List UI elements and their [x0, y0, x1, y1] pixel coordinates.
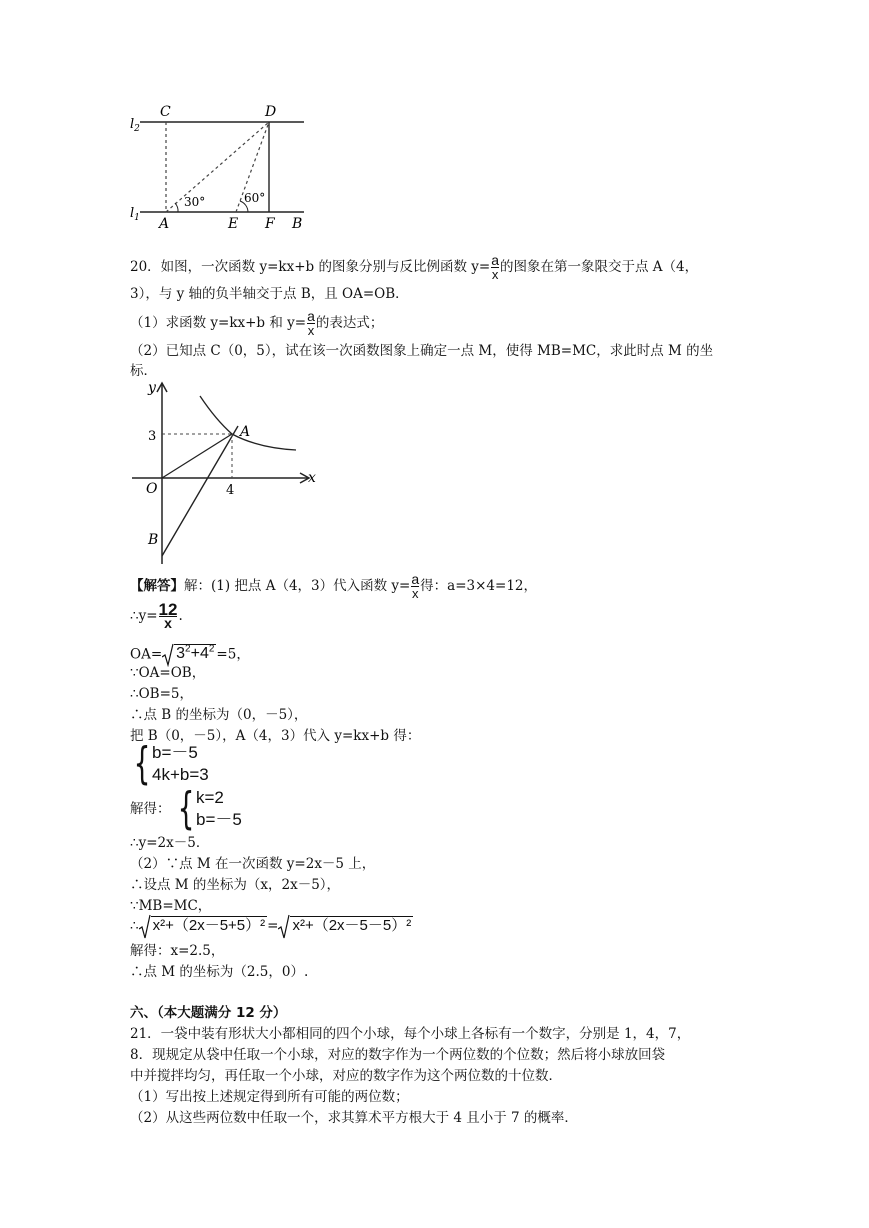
- hyperbola-curve: [200, 396, 296, 450]
- label-b: B: [148, 532, 159, 548]
- solution-line12: ∵MB=MC，: [130, 898, 212, 914]
- label-b: B: [292, 216, 303, 232]
- sqrt-symbol-left: [139, 914, 151, 940]
- q20-line1: 20．如图，一次函数 y=kx+b 的图象分别与反比例函数 y= $\frac{a}{x}$ 的图象在第一象限交于点 A（4，: [130, 252, 699, 282]
- label-o: O: [146, 481, 158, 497]
- angle-arc-a: [175, 203, 178, 212]
- solution-line4: ∵OA=OB，: [130, 665, 206, 681]
- q21-line1: 21．一袋中装有形状大小都相同的四个小球，每个小球上各标有一个数字，分别是 1，4，7，: [130, 1026, 691, 1042]
- segment-oa: [162, 434, 232, 478]
- solution-line10: （2）∵点 M 在一次函数 y=2x－5 上，: [130, 856, 376, 872]
- label-e: E: [228, 216, 239, 232]
- label-x: x: [308, 470, 316, 486]
- q20-part1: （1）求函数 y=kx+b 和 y= $\frac{a}{x}$ 的表达式；: [130, 308, 384, 338]
- label-l2: $l_2$: [130, 117, 140, 134]
- label-a: A: [240, 424, 251, 440]
- sqrt-symbol-right: [278, 914, 290, 940]
- fraction-12-over-x: $\frac{12}{x}$: [158, 600, 178, 631]
- q20-part2: （2）已知点 C（0，5），试在该一次函数图象上确定一点 M，使得 MB=MC，求此时点 M 的坐: [130, 343, 714, 359]
- q21-part2: （2）从这些两位数中任取一个，求其算术平方根大于 4 且小于 7 的概率．: [130, 1110, 578, 1126]
- solution-line9: ∴y=2x－5．: [130, 835, 210, 851]
- label-y: y: [148, 380, 156, 396]
- equation-system-2: { k=2 b=－5: [177, 783, 242, 834]
- label-d: D: [265, 104, 277, 120]
- q20-part2-cont: 标．: [130, 363, 157, 379]
- figure-coordinate-graph: [128, 378, 318, 568]
- solution-line3: $OA= 3^2+4^2 =5$，: [130, 641, 250, 667]
- solution-line2: ∴y= $\frac{12}{x}$ .: [130, 600, 183, 631]
- q20-line2: 3），与 y 轴的负半轴交于点 B，且 OA=OB．: [130, 286, 409, 302]
- solution-line5: ∴OB=5，: [130, 686, 193, 702]
- figure-parallel-lines: [126, 100, 316, 232]
- fraction-a-over-x-3: $\frac{a}{x}$: [411, 571, 420, 601]
- label-a: A: [159, 216, 170, 232]
- q21-part1: （1）写出按上述规定得到所有可能的两位数；: [130, 1089, 409, 1105]
- solution-tag: 【解答】: [130, 578, 184, 594]
- tick-label-3: 3: [148, 429, 157, 444]
- solution-line7: 把 B（0，－5），A（4，3）代入 y=kx+b 得：: [130, 728, 421, 744]
- q21-line2: 8．现规定从袋中任取一个小球，对应的数字作为一个两位数的个位数；然后将小球放回袋: [130, 1047, 666, 1063]
- solution-line1: 【解答】解：(1) 把点 A（4，3）代入函数 y= $\frac{a}{x}$ 得：a=3×4=12，: [130, 571, 538, 601]
- angle-label-e: 60°: [244, 191, 266, 205]
- label-l1: $l_1$: [130, 206, 140, 223]
- equation-system-1: { b=－5 4k+b=3: [133, 738, 209, 789]
- solution-line13: ∴ x²+（2x－5+5）² = x²+（2x－5－5）²: [130, 913, 413, 940]
- fraction-a-over-x: $\frac{a}{x}$: [491, 252, 499, 282]
- solution-line8: 解得：: [130, 801, 171, 817]
- section6-heading: 六、（本大题满分 12 分）: [130, 1005, 287, 1021]
- solution-line15: ∴点 M 的坐标为（2.5，0）.: [130, 964, 309, 980]
- label-f: F: [265, 216, 275, 232]
- solution-line11: ∴设点 M 的坐标为（x，2x－5），: [130, 877, 341, 893]
- label-c: C: [160, 104, 171, 120]
- solution-line14: 解得：x=2.5，: [130, 943, 225, 959]
- q21-line3: 中并搅拌均匀，再任取一个小球，对应的数字作为这个两位数的十位数．: [130, 1068, 562, 1084]
- angle-label-a: 30°: [184, 195, 206, 209]
- tick-label-4: 4: [226, 483, 235, 498]
- solution-line6: ∴点 B 的坐标为（0，－5），: [130, 707, 308, 723]
- fraction-a-over-x-2: $\frac{a}{x}$: [307, 308, 315, 338]
